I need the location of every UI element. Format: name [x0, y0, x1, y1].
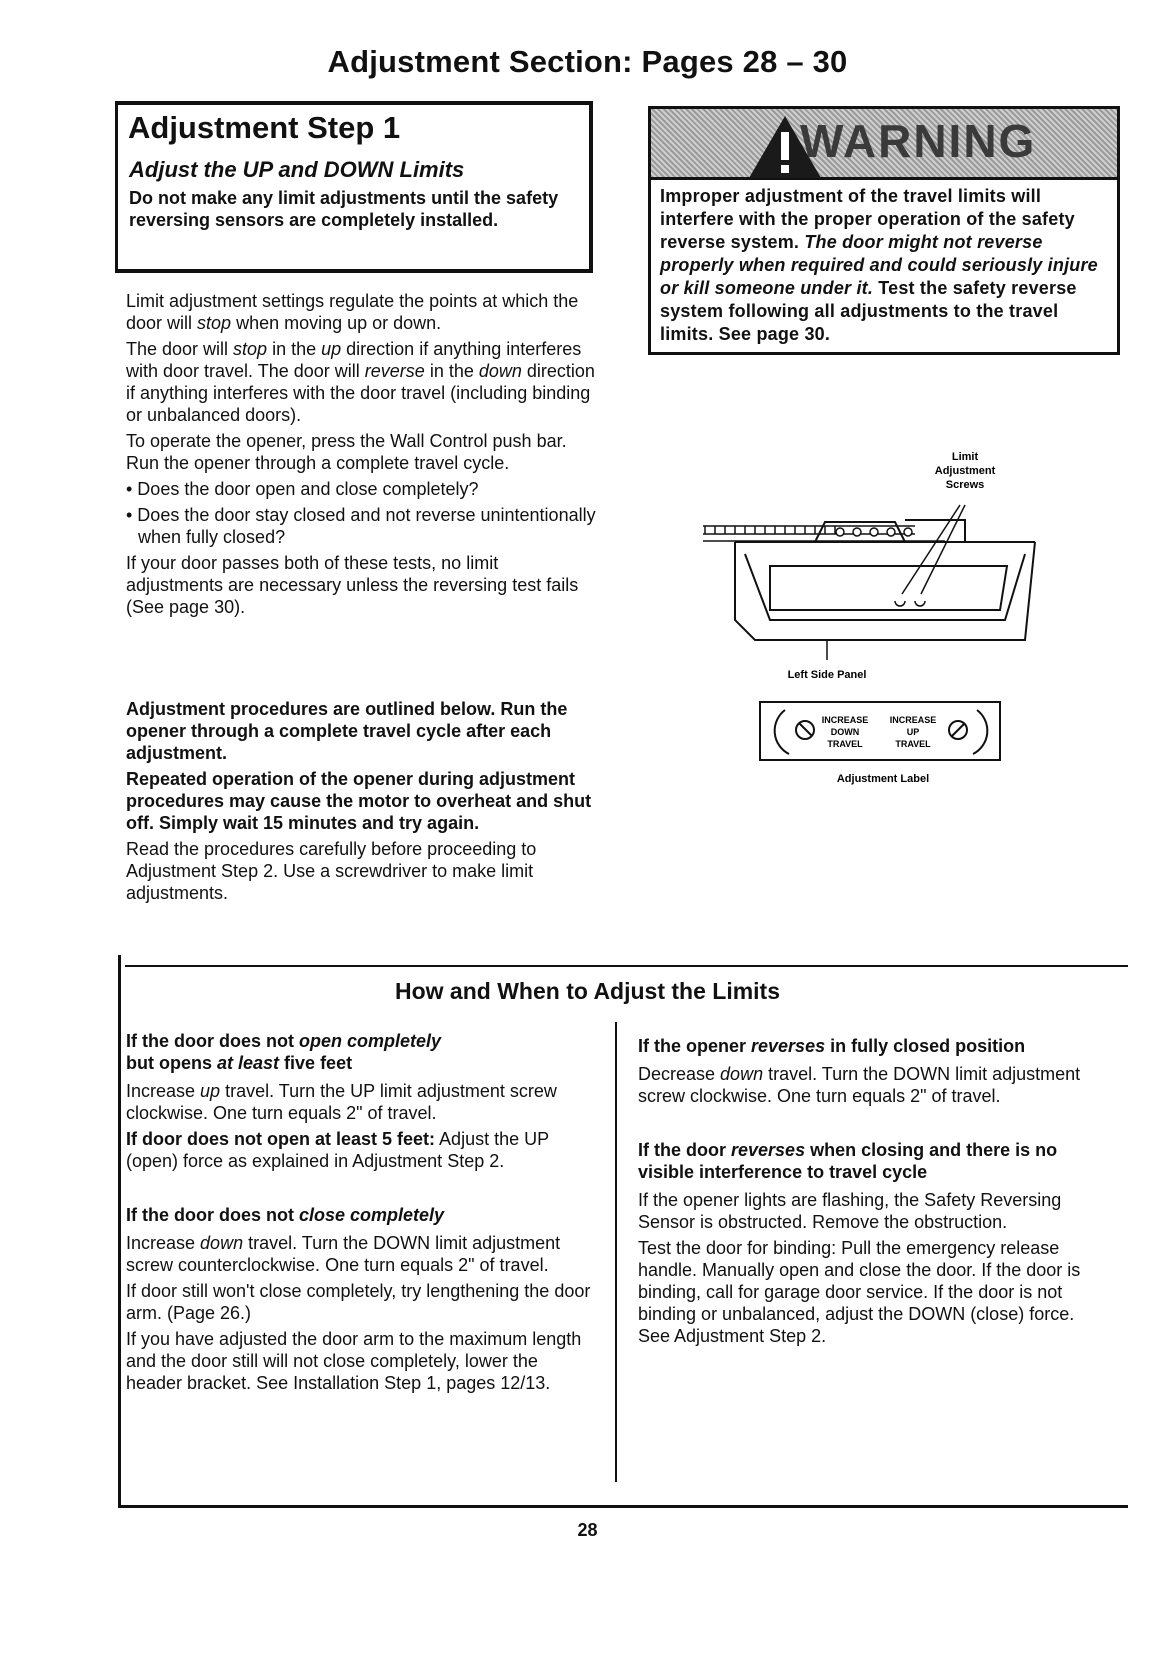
- text-run: If door does not open at least 5 feet:: [126, 1129, 436, 1149]
- intro-paragraph-3: To operate the opener, press the Wall Control push bar. Run the opener through a complete travel cycle.: [126, 431, 567, 473]
- text-run: travel. Turn the DOWN limit adjustment screw clockwise. One turn equals 2" of travel.: [638, 1064, 1081, 1106]
- increase-down-line-2: DOWN: [830, 727, 860, 737]
- text-run: Test the safety reverse system following all adjustments to the travel limits. See page 30.: [660, 278, 1077, 344]
- increase-up-line-2: UP: [906, 727, 920, 737]
- step-title: Adjustment Step 1: [128, 110, 401, 145]
- text-run: Limit adjustment settings regulate the points at which the door will: [126, 291, 579, 333]
- section-divider: [125, 965, 1128, 967]
- text-run: The door might not reverse properly when required and could seriously injure or kill someone under it.: [660, 232, 1098, 298]
- increase-down-line-1: INCREASE: [821, 715, 869, 725]
- text-run: Adjust the UP (open) force as explained in Adjustment Step 2.: [126, 1129, 549, 1171]
- bullet-item-2: • Does the door stay closed and not reverse unintentionally when fully closed?: [126, 505, 596, 547]
- intro-paragraph-4: If your door passes both of these tests, no limit adjustments are necessary unless the reversing test fails (See page 30).: [126, 553, 579, 617]
- intro-paragraph-2: [126, 338, 596, 426]
- text-run: in the: [424, 361, 479, 381]
- limit-label-line-3: Screws: [945, 479, 985, 491]
- text-run: up: [321, 339, 342, 359]
- adjustment-label-box: [760, 702, 1000, 760]
- bottom-rule: [118, 1505, 1128, 1508]
- text-run: but opens: [126, 1053, 217, 1073]
- case-heading-reverses-closing: [638, 1139, 1108, 1183]
- text-run: down: [200, 1233, 244, 1253]
- section-heading: How and When to Adjust the Limits: [394, 978, 780, 1004]
- case-heading-close: [126, 1204, 596, 1226]
- procedures-paragraph: Read the procedures carefully before proceeding to Adjustment Step 2. Use a screwdriver to make limit adjustments.: [126, 839, 537, 903]
- text-run: direction if anything interferes with door travel. The door will: [126, 339, 582, 381]
- case-heading-open: [126, 1030, 596, 1074]
- text-run: reverses: [731, 1140, 806, 1160]
- text-run: down: [478, 361, 522, 381]
- page-title: Adjustment Section: Pages 28 – 30: [327, 44, 848, 79]
- increase-down-line-3: TRAVEL: [827, 739, 863, 749]
- limit-screws: [827, 505, 965, 660]
- left-border-bar: [118, 955, 121, 1507]
- limit-label-line-1: Limit: [951, 451, 979, 463]
- warning-word: WARNING: [800, 115, 1037, 167]
- warning-text: [660, 185, 1115, 346]
- text-run: down: [720, 1064, 764, 1084]
- procedures-bold-1: Adjustment procedures are outlined below. Run the opener through a complete travel cycle after each adjustment.: [126, 699, 568, 763]
- limit-adjustment-diagram: [715, 451, 1075, 810]
- left-side-panel-label: Left Side Panel: [787, 669, 867, 681]
- text-run: If the door: [638, 1140, 731, 1160]
- text-run: The door will: [126, 339, 234, 359]
- text-run: close completely: [299, 1205, 445, 1225]
- text-run: up: [200, 1081, 221, 1101]
- text-run: stop: [197, 313, 232, 333]
- limit-label-line-2: Adjustment: [934, 465, 996, 477]
- increase-up-line-3: TRAVEL: [895, 739, 931, 749]
- text-run: when moving up or down.: [231, 313, 442, 333]
- procedures-text: [126, 698, 596, 908]
- case-body-open: [126, 1080, 596, 1124]
- adjustment-label-caption: Adjustment Label: [836, 773, 930, 785]
- case-heading-reverses-closed: [638, 1035, 1108, 1057]
- text-run: travel. Turn the UP limit adjustment screw clockwise. One turn equals 2" of travel.: [126, 1081, 557, 1123]
- step-note: Do not make any limit adjustments until the safety reversing sensors are completely installed.: [129, 188, 559, 230]
- text-run: Improper adjustment of the travel limits will interfere with the proper operation of the safety reverse system.: [660, 186, 1075, 252]
- bullet-item-1: • Does the door open and close completely?: [126, 479, 479, 499]
- case-body-close: [126, 1232, 596, 1276]
- text-run: direction if anything interferes with the door travel (including binding or unbalanced doors).: [126, 361, 595, 425]
- case-body-open-2: [126, 1128, 596, 1172]
- text-run: travel. Turn the DOWN limit adjustment screw counterclockwise. One turn equals 2" of travel.: [126, 1233, 561, 1275]
- intro-paragraph-1: [126, 290, 596, 334]
- text-run: reverses: [751, 1036, 826, 1056]
- column-divider: [615, 1022, 617, 1482]
- page-number: 28: [577, 1520, 598, 1540]
- text-run: Increase: [126, 1081, 201, 1101]
- case-body-close-3: If you have adjusted the door arm to the maximum length and the door still will not close completely, lower the header bracket. See Installation Step 1, pages 12/13.: [126, 1329, 582, 1393]
- text-run: at least: [217, 1053, 280, 1073]
- increase-up-line-1: INCREASE: [889, 715, 937, 725]
- opener-body: [735, 520, 1035, 640]
- text-run: If the door does not: [126, 1205, 299, 1225]
- right-column: [638, 1035, 1108, 1351]
- text-run: in the: [267, 339, 322, 359]
- step-subtitle: Adjust the UP and DOWN Limits: [129, 157, 465, 182]
- text-run: If the opener: [638, 1036, 752, 1056]
- text-run: in fully closed position: [825, 1036, 1026, 1056]
- text-run: Decrease: [638, 1064, 721, 1084]
- text-run: Increase: [126, 1233, 201, 1253]
- intro-text: [126, 290, 596, 622]
- text-run: five feet: [279, 1053, 353, 1073]
- text-run: open completely: [299, 1031, 442, 1051]
- text-run: when closing and there is no visible interference to travel cycle: [638, 1140, 1058, 1182]
- procedures-bold-2: Repeated operation of the opener during adjustment procedures may cause the motor to overheat and shut off. Simply wait 15 minutes and try again.: [126, 769, 592, 833]
- case-body-reverses-closing-2: Test the door for binding: Pull the emergency release handle. Manually open and close the door. If the door is binding, call for garage door service. If the door is not binding or unbalanced, adjust the DOWN (close) force. See Adjustment Step 2.: [638, 1238, 1081, 1346]
- case-body-reverses-closed: [638, 1063, 1108, 1107]
- text-run: If the door does not: [126, 1031, 299, 1051]
- left-column: [126, 1030, 596, 1398]
- case-body-reverses-closing-1: If the opener lights are flashing, the Safety Reversing Sensor is obstructed. Remove the obstruction.: [638, 1190, 1062, 1232]
- text-run: stop: [233, 339, 268, 359]
- case-body-close-2: If door still won't close completely, try lengthening the door arm. (Page 26.): [126, 1281, 591, 1323]
- text-run: reverse: [364, 361, 425, 381]
